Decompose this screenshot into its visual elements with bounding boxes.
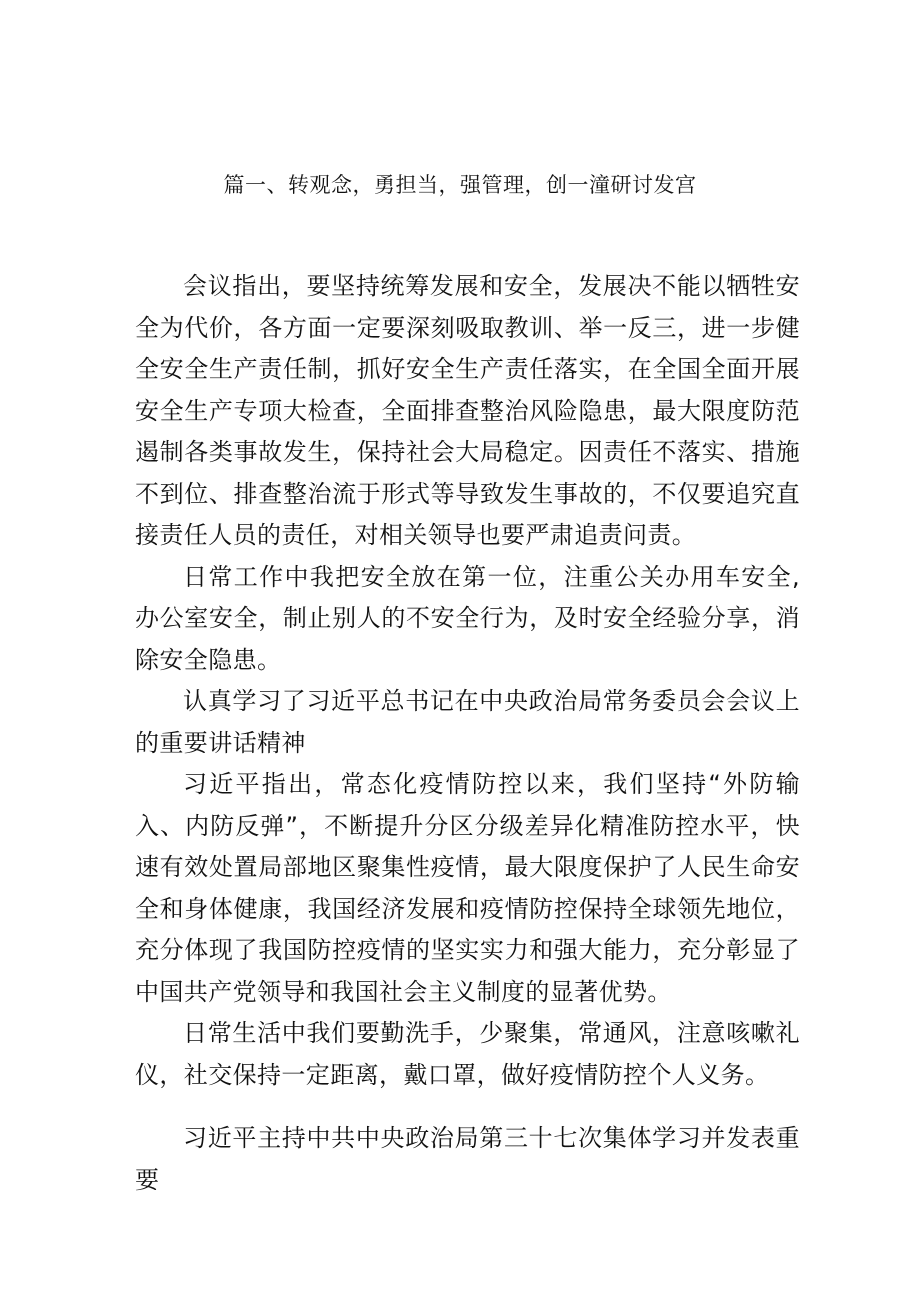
paragraph-daily-work-safety: 日常工作中我把安全放在第一位，注重公关办用车安全,办公室安全，制止别人的不安全行为，及时安全经验分享，消除安全隐患。 (135, 562, 800, 674)
paragraph-daily-life-prevention: 日常生活中我们要勤洗手，少聚集，常通风，注意咳嗽礼仪，社交保持一定距离，戴口罩，做好疫情防控个人义务。 (135, 1019, 800, 1089)
paragraph-study-speech: 认真学习了习近平总书记在中央政治局常务委员会会议上的重要讲话精神 (135, 687, 800, 757)
document-title: 篇一、转观念，勇担当，强管理，创一潼研讨发宫 (223, 173, 697, 197)
paragraph-epidemic-control: 习近平指出，常态化疫情防控以来，我们坚持“外防输入、内防反弹”，不断提升分区分级差异化精准防控水平，快速有效处置局部地区聚集性疫情，最大限度保护了人民生命安全和身体健康，我国经济发展和疫情防控保持全球领先地位，充分体现了我国防控疫情的坚实实力和强大能力，充分彰显了中国共产党领导和我国社会主义制度的显著优势。 (135, 770, 800, 1006)
paragraph-meeting-safety: 会议指出，要坚持统筹发展和安全，发展决不能以牺牲安全为代价，各方面一定要深刻吸取教训、举一反三，进一步健全安全生产责任制，抓好安全生产责任落实，在全国全面开展安全生产专项大检查，全面排查整治风险隐患，最大限度防范遏制各类事故发生，保持社会大局稳定。因责任不落实、措施不到位、排查整治流于形式等导致发生事故的，不仅要追究直接责任人员的责任，对相关领导也要严肃追责问责。 (135, 272, 800, 549)
document-body (135, 266, 800, 1201)
paragraph-collective-study: 习近平主持中共中央政治局第三十七次集体学习并发表重要 (135, 1124, 800, 1194)
